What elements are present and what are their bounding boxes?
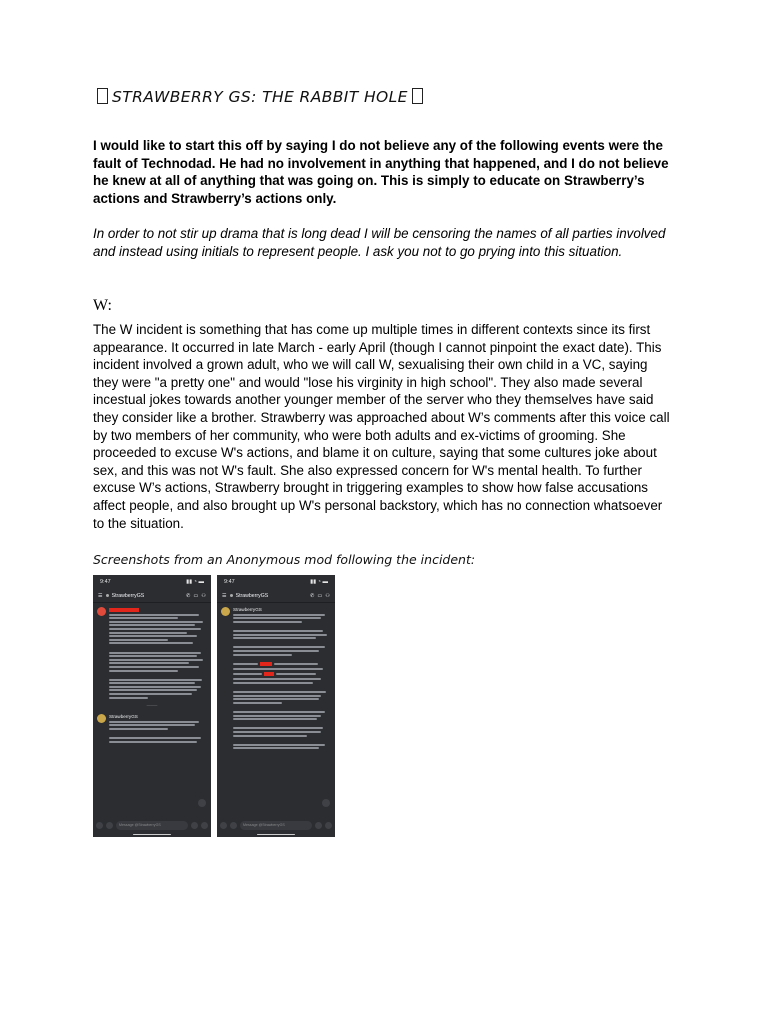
message-composer: [220, 819, 332, 831]
avatar: [97, 607, 106, 616]
gift-icon[interactable]: [106, 822, 113, 829]
video-icon: ▭: [193, 592, 199, 599]
message-block: [93, 710, 211, 744]
emoji-icon[interactable]: [315, 822, 322, 829]
phone-status-bar: [93, 575, 211, 589]
call-icon: ✆: [186, 592, 191, 599]
status-time: 9:47: [100, 579, 111, 585]
redaction-mark: [260, 662, 272, 666]
channel-name: StrawberryGS: [235, 592, 269, 599]
avatar: [97, 714, 106, 723]
signal-icon: ▮▮ ◔ ▬: [186, 579, 204, 585]
scroll-down-button[interactable]: [322, 799, 330, 807]
emoji-icon[interactable]: [191, 822, 198, 829]
missing-glyph-icon: [412, 88, 423, 104]
date-divider: ———: [146, 703, 158, 708]
avatar: [221, 607, 230, 616]
mic-icon[interactable]: [201, 822, 208, 829]
online-dot-icon: [106, 594, 109, 597]
channel-header: [93, 589, 211, 603]
gift-icon[interactable]: [230, 822, 237, 829]
home-indicator: [133, 834, 171, 836]
section-heading: W:: [93, 297, 112, 314]
discord-screenshot-1: [93, 575, 211, 837]
mic-icon[interactable]: [325, 822, 332, 829]
message-username: StrawberryGS: [109, 714, 138, 720]
disclaimer-paragraph: I would like to start this off by saying I do not believe any of the following events were the fault of Technodad. He had no involvement in anything that happened, and I do not believe he knew at all of anything that was going on. This is simply to educate on Strawberry’s actions and Strawberry’s actions only.: [93, 138, 669, 206]
menu-icon: ☰: [98, 592, 103, 599]
message-block: [217, 603, 335, 751]
document-title: STRAWBERRY GS: THE RABBIT HOLE: [93, 88, 427, 106]
censoring-note: In order to not stir up drama that is long dead I will be censoring the names of all parties involved and instead using initials to represent people. I ask you not to go prying into this situation.: [93, 226, 666, 259]
video-icon: ▭: [317, 592, 323, 599]
plus-icon[interactable]: [96, 822, 103, 829]
discord-screenshot-2: [217, 575, 335, 837]
channel-name: StrawberryGS: [111, 592, 145, 599]
people-icon: ⚇: [201, 592, 206, 599]
section-body: The W incident is something that has come up multiple times in different contexts since its first appearance. It occurred in late March - early April (though I cannot pinpoint the exact date). This incident involved a grown adult, who we will call W, sexualising their own child in a VC, saying they were "a pretty one" and would "lose his virginity in high school". They also made several incestual jokes towards another younger member of the server who they themselves have said they consider like a brother. Strawberry was approached about W’s comments after this voice call by two members of her community, who were both adults and ex-victims of grooming. She proceeded to excuse W's actions, and blame it on culture, saying that some cultures joke about sex, and this was not W's fault. She also expressed concern for W's mental health. To further excuse W’s actions, Strawberry brought in triggering examples to show how false accusations affect people, and also brought up W's personal backstory, which has no connection whatsoever to the situation.: [93, 322, 670, 531]
home-indicator: [257, 834, 295, 836]
plus-icon[interactable]: [220, 822, 227, 829]
message-input[interactable]: Message @StrawberryGS: [116, 821, 188, 830]
call-icon: ✆: [310, 592, 315, 599]
missing-glyph-icon: [97, 88, 108, 104]
redaction-mark: [109, 608, 139, 612]
message-composer: [96, 819, 208, 831]
message-input[interactable]: Message @StrawberryGS: [240, 821, 312, 830]
screenshots-caption: Screenshots from an Anonymous mod following the incident:: [93, 552, 476, 567]
signal-icon: ▮▮ ◔ ▬: [310, 579, 328, 585]
scroll-down-button[interactable]: [198, 799, 206, 807]
menu-icon: ☰: [222, 592, 227, 599]
message-block: [93, 603, 211, 700]
status-time: 9:47: [224, 579, 235, 585]
phone-status-bar: [217, 575, 335, 589]
online-dot-icon: [230, 594, 233, 597]
redaction-mark: [264, 672, 274, 676]
people-icon: ⚇: [325, 592, 330, 599]
channel-header: [217, 589, 335, 603]
message-username: StrawberryGS: [233, 607, 262, 612]
